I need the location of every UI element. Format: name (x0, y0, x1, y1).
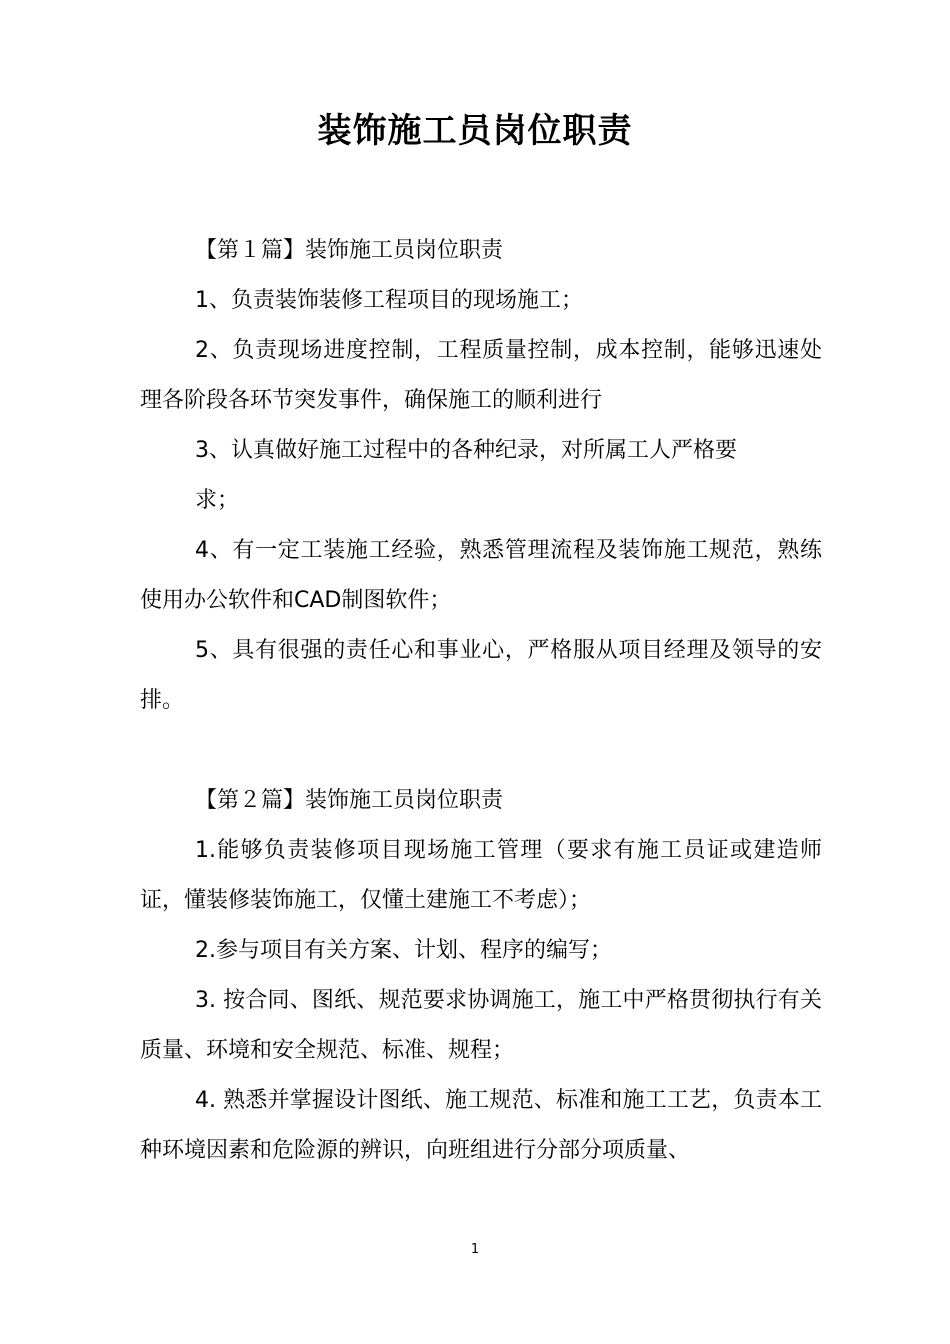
section2-item-2: 2.参与项目有关方案、计划、程序的编写； (195, 938, 612, 963)
section-spacer (140, 726, 822, 776)
document-title: 装饰施工员岗位职责 (317, 111, 633, 151)
document-body (140, 226, 822, 1176)
section1-item-2: 2、负责现场进度控制，工程质量控制，成本控制，能够迅速处理各阶段各环节突发事件，确保施工的顺利进行 (140, 338, 822, 413)
section1-item-1: 1、负责装饰装修工程项目的现场施工； (195, 288, 583, 313)
section1-item-4: 4、有一定工装施工经验，熟悉管理流程及装饰施工规范，熟练使用办公软件和CAD制图软件； (140, 538, 822, 613)
section2-item-3: 3. 按合同、图纸、规范要求协调施工，施工中严格贯彻执行有关质量、环境和安全规范、标准、规程； (140, 988, 822, 1063)
section1-item-3: 3、认真做好施工过程中的各种纪录，对所属工人严格要 (195, 438, 737, 463)
section2-heading: 【第２篇】装饰施工员岗位职责 (195, 788, 504, 813)
section1-item-3-continuation: 求； (195, 488, 240, 513)
page-number: 1 (470, 1242, 480, 1257)
section1-heading: 【第１篇】装饰施工员岗位职责 (195, 238, 504, 263)
section2-item-4: 4. 熟悉并掌握设计图纸、施工规范、标准和施工工艺，负责本工种环境因素和危险源的辨识，向班组进行分部分项质量、 (140, 1088, 822, 1163)
section1-item-5: 5、具有很强的责任心和事业心，严格服从项目经理及领导的安排。 (140, 638, 822, 713)
section2-item-1: 1.能够负责装修项目现场施工管理（要求有施工员证或建造师证，懂装修装饰施工，仅懂土建施工不考虑）； (140, 838, 822, 913)
